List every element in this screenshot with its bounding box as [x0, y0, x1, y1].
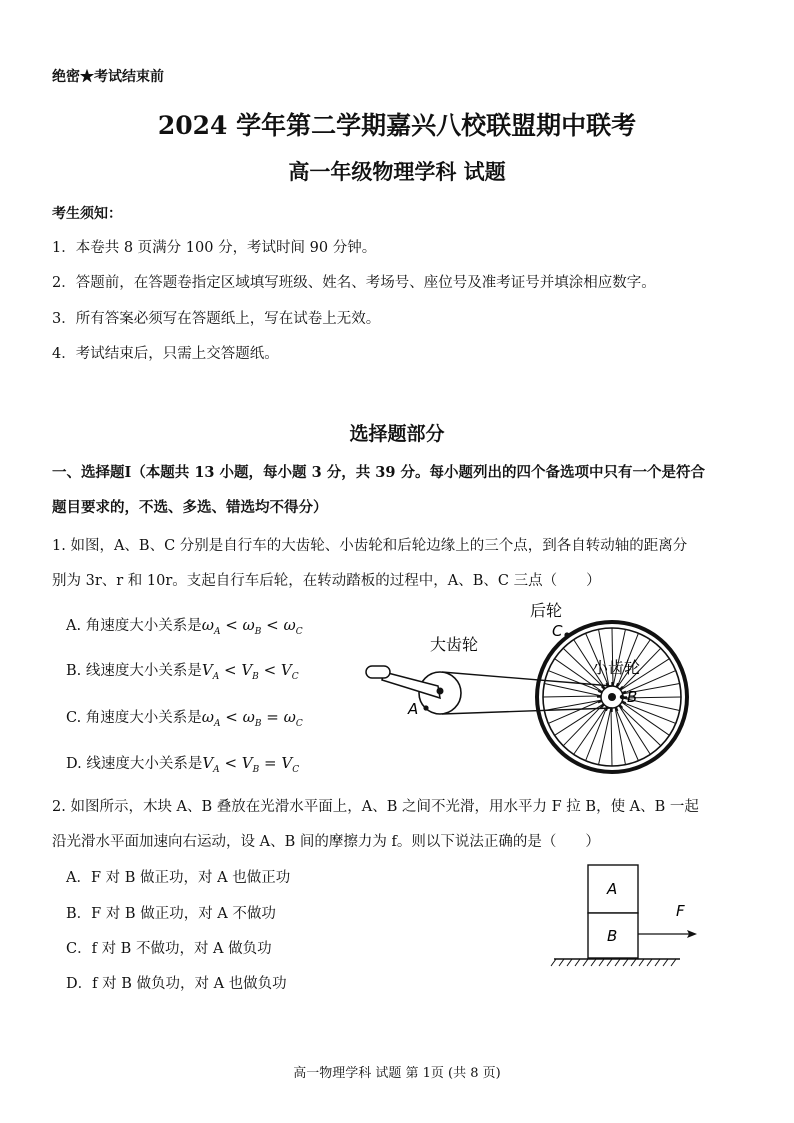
velocity-symbol: V: [241, 754, 253, 772]
big-gear-label: 大齿轮: [430, 635, 479, 654]
subscript: A: [214, 718, 221, 729]
q1-option-b-label: B. 线速度大小关系是: [66, 663, 202, 679]
point-a-label: A: [408, 700, 419, 718]
section-title: 选择题部分: [349, 423, 445, 445]
block-b-label: B: [607, 927, 618, 945]
q2-stem-line1: 2. 如图所示，木块 A、B 叠放在光滑水平面上，A、B 之间不光滑，用水平力 F 拉 B，使 A、B 一起: [52, 799, 699, 815]
omega-symbol: ω: [201, 616, 214, 634]
hatch-mark: [623, 959, 628, 966]
operator: =: [261, 708, 284, 726]
omega-symbol: ω: [283, 616, 296, 634]
spoke: [614, 703, 625, 765]
hatch-mark: [615, 959, 620, 966]
notice-item: 4．考试结束后，只需上交答题纸。: [52, 346, 279, 362]
q1-option-c: [66, 706, 303, 729]
subscript: C: [295, 626, 303, 637]
force-label: F: [676, 902, 685, 920]
q2-option-a: A．F 对 B 做正功，对 A 也做正功: [66, 870, 291, 886]
hatch-mark: [663, 959, 668, 966]
small-gear-label: 小齿轮: [592, 658, 641, 677]
q1-option-b: [66, 659, 299, 682]
velocity-symbol: V: [201, 661, 213, 679]
ground-hatching: [551, 959, 676, 966]
hatch-mark: [671, 959, 676, 966]
point-a-dot: [423, 705, 428, 710]
operator: <: [219, 661, 242, 679]
omega-symbol: ω: [201, 708, 215, 726]
operator: <: [219, 754, 242, 772]
point-b-dot: [620, 695, 624, 699]
hatch-mark: [575, 959, 580, 966]
operator: <: [261, 616, 284, 634]
spoke: [555, 701, 608, 735]
subscript: B: [252, 764, 260, 775]
blocks-figure: [548, 860, 718, 972]
hatch-mark: [631, 959, 636, 966]
hatch-mark: [591, 959, 596, 966]
hatch-mark: [551, 959, 556, 966]
operator: <: [220, 708, 243, 726]
confidential-label: 绝密★考试结束前: [52, 69, 164, 85]
omega-symbol: ω: [242, 708, 255, 726]
q2-option-d: D．f 对 B 做负功，对 A 也做负功: [66, 976, 287, 992]
point-c-label: C: [552, 622, 563, 640]
q1-option-d-label: D. 线速度大小关系是: [66, 756, 203, 772]
subscript: C: [295, 718, 303, 729]
hatch-mark: [639, 959, 644, 966]
hatch-mark: [599, 959, 604, 966]
q1-option-a: [66, 614, 303, 637]
spoke: [616, 701, 650, 754]
big-gear-axle: [437, 688, 444, 695]
spoke: [611, 703, 612, 766]
hatch-mark: [647, 959, 652, 966]
q1-option-a-label: A. 角速度大小关系是: [66, 618, 202, 634]
exam-subtitle: 高一年级物理学科 试题: [288, 159, 506, 184]
subscript: C: [292, 764, 300, 775]
velocity-symbol: V: [241, 661, 253, 679]
subscript: C: [291, 671, 299, 682]
operator: <: [220, 616, 243, 634]
point-b-label: B: [627, 688, 638, 706]
notice-item: 1．本卷共 8 页满分 100 分，考试时间 90 分钟。: [52, 240, 377, 256]
hatch-mark: [583, 959, 588, 966]
rear-hub: [608, 693, 616, 701]
subscript: A: [213, 764, 220, 775]
spoke: [543, 696, 606, 697]
operator: =: [259, 754, 282, 772]
chain-top: [442, 672, 612, 686]
velocity-symbol: V: [202, 754, 214, 772]
hatch-mark: [567, 959, 572, 966]
part1-instructions-line1: 一、选择题Ⅰ（本题共 13 小题，每小题 3 分，共 39 分。每小题列出的四个备选项中只有一个是符合: [52, 464, 706, 481]
velocity-symbol: V: [281, 754, 293, 772]
chain-bottom: [442, 708, 612, 714]
omega-symbol: ω: [283, 708, 296, 726]
q1-option-d: [66, 752, 299, 775]
q2-stem-line2: 沿光滑水平面加速向右运动，设 A、B 间的摩擦力为 f。则以下说法正确的是（ ）: [52, 834, 600, 850]
rear-wheel-label: 后轮: [530, 601, 563, 620]
page-footer: 高一物理学科 试题 第 1页 (共 8 页): [293, 1066, 501, 1081]
velocity-symbol: V: [280, 661, 292, 679]
q1-stem-line2: 别为 3r、r 和 10r。支起自行车后轮，在转动踏板的过程中，A、B、C 三点（ ）: [52, 573, 601, 589]
block-a-label: A: [607, 880, 618, 898]
subscript: A: [213, 626, 221, 637]
subscript: B: [254, 718, 262, 729]
subscript: B: [254, 626, 262, 637]
subscript: A: [212, 671, 220, 682]
notice-heading: 考生须知：: [52, 206, 122, 222]
subscript: B: [252, 671, 259, 682]
omega-symbol: ω: [242, 616, 255, 634]
q1-stem-line1: 1. 如图，A、B、C 分别是自行车的大齿轮、小齿轮和后轮边缘上的三个点，到各自转动轴的距离分: [52, 538, 688, 554]
bicycle-figure: [360, 596, 700, 776]
pedal: [366, 666, 390, 678]
point-c-dot: [564, 632, 569, 637]
q2-option-b: B．F 对 B 做正功，对 A 不做功: [66, 906, 276, 922]
notice-item: 2．答题前，在答题卷指定区域填写班级、姓名、考场号、座位号及准考证号并填涂相应数字。: [52, 275, 656, 291]
operator: <: [258, 661, 281, 679]
q1-option-c-label: C. 角速度大小关系是: [66, 710, 202, 726]
exam-title: 2024 学年第二学期嘉兴八校联盟期中联考: [157, 111, 637, 140]
notice-item: 3．所有答案必须写在答题纸上，写在试卷上无效。: [52, 311, 381, 327]
part1-instructions-line2: 题目要求的，不选、多选、错选均不得分）: [52, 499, 328, 516]
hatch-mark: [655, 959, 660, 966]
hatch-mark: [607, 959, 612, 966]
hatch-mark: [559, 959, 564, 966]
q2-option-c: C．f 对 B 不做功，对 A 做负功: [66, 941, 272, 957]
